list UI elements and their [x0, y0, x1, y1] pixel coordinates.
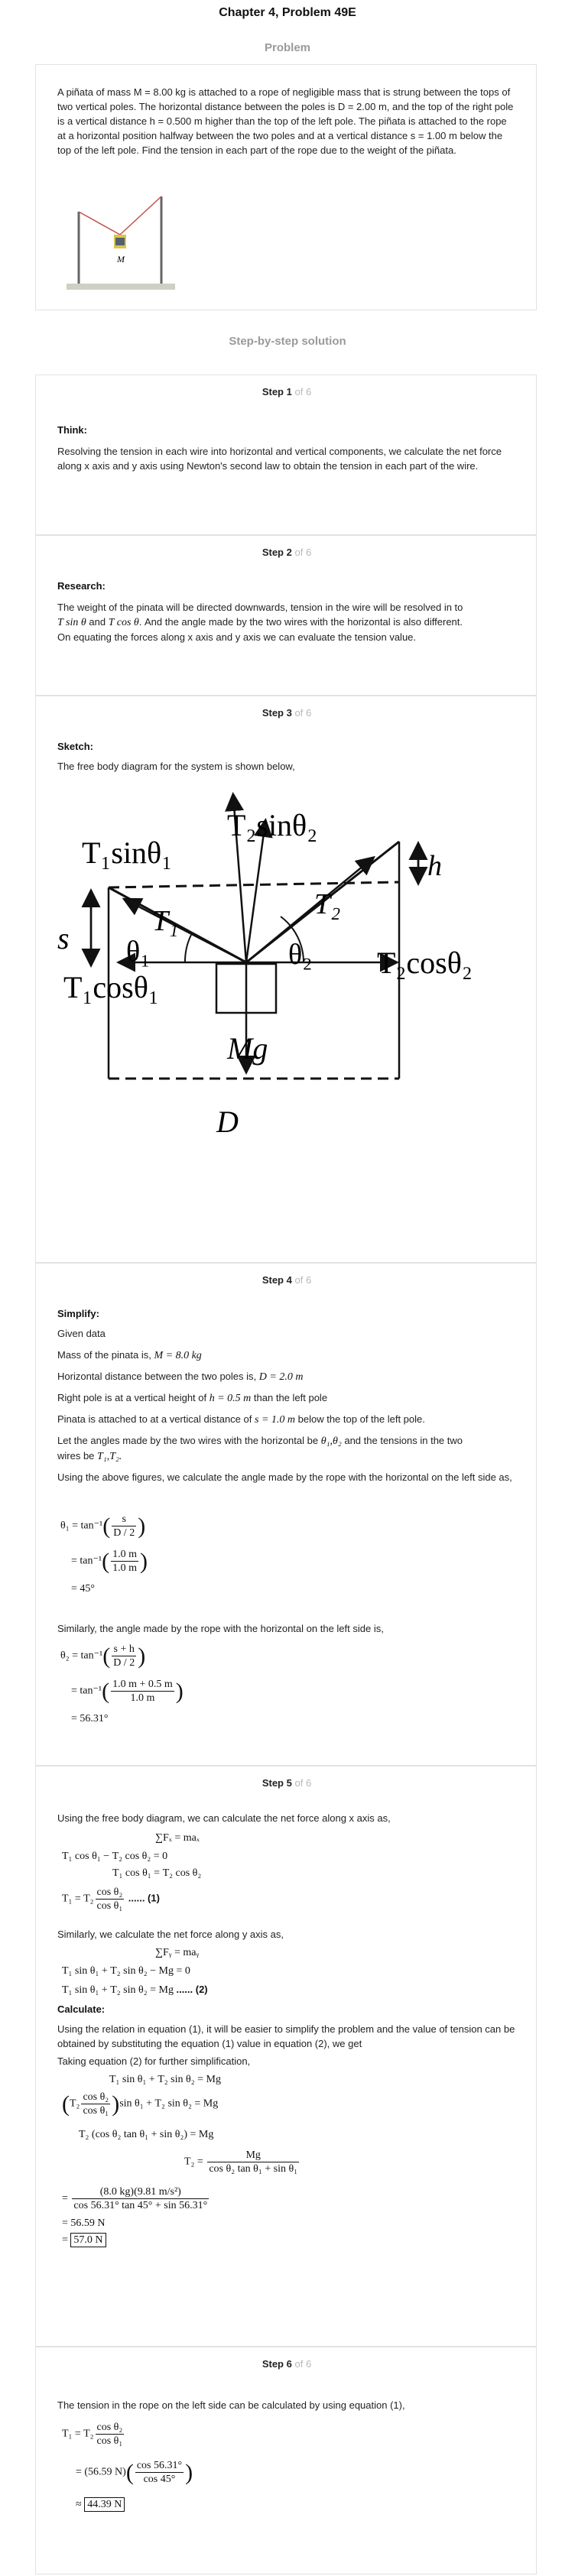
page-title: Chapter 4, Problem 49E	[219, 6, 356, 19]
step-6-intro: The tension in the rope on the left side can be calculated by using equation (1),	[57, 2399, 405, 2411]
step-1-label: Think:	[57, 424, 87, 436]
problem-heading: Problem	[264, 41, 310, 54]
step-4-similarly: Similarly, the angle made by the rope with the horizontal on the left side is,	[57, 1623, 384, 1634]
step-4-card	[35, 1263, 537, 1766]
step-5-card	[35, 1766, 537, 2347]
step-2-text: The weight of the pinata will be directed downwards, tension in the wire will be resolved in to T sin θ and T cos θ. And the angle made by the two wires with the horizontal is also different. On equating the forces along x axis and y axis we can evaluate the tension value.	[57, 602, 463, 643]
calc-eq-2: (T₂ $\frac{\text{cos θ₂}}{\text{cos θ₁}}$ )sin θ₁ + T₂ sin θ₂ = Mg	[62, 2091, 219, 2117]
fx-eq-2: T₁ cos θ₁ = T₂ cos θ₂	[112, 1867, 202, 1879]
calc-eq-1: T₁ sin θ₁ + T₂ sin θ₂ = Mg	[109, 2074, 221, 2085]
calc-eq-3: T₂ (cos θ₂ tan θ₁ + sin θ₂) = Mg	[79, 2129, 214, 2140]
step-6-card	[35, 2347, 537, 2574]
pinata-figure	[63, 189, 178, 296]
calc-eq-4: T₂ = $\frac{Mg}{\text{cos θ₂ tan θ₁ + sin θ₁}}$	[184, 2149, 298, 2175]
step-1-text: Resolving the tension in each wire into horizontal and vertical components, we calculate the net force along x axis and y axis using Newton's second law to obtain the tension in each part of the wire.	[57, 446, 502, 472]
eq-1: T₁ = T₂ $\frac{\text{cos θ₂}}{\text{cos θ₁}}$ ...... (1)	[62, 1887, 160, 1912]
tension-t1-result: ≈ 44.39 N	[76, 2499, 125, 2511]
problem-card	[35, 64, 537, 310]
step-5-header: Step 5 of 6	[262, 1777, 312, 1789]
fbd-theta2-label: θ₂	[288, 939, 313, 971]
step-5-similarly: Similarly, we calculate the net force along y axis as,	[57, 1929, 284, 1940]
step-6-header: Step 6 of 6	[262, 2358, 312, 2370]
step-4-header: Step 4 of 6	[262, 1274, 312, 1286]
theta2-equations: θ₂ = tan⁻¹( $\frac{s + h}{D / 2}$ ) = tan⁻¹( $\frac{1.0 m + 0.5 m}{1.0 m}$ ) = 56.31°	[60, 1643, 184, 1724]
step-3-header: Step 3 of 6	[262, 707, 312, 719]
step-2-card	[35, 535, 537, 696]
step-5-intro: Using the free body diagram, we can calculate the net force along x axis as,	[57, 1812, 391, 1824]
eq-2: T₁ sin θ₁ + T₂ sin θ₂ = Mg ...... (2)	[62, 1984, 208, 1996]
fbd-theta1-label: θ₁	[126, 936, 151, 968]
t2-sin-vector	[246, 822, 265, 962]
fy-eq: ∑Fᵧ = maᵧ	[155, 1947, 200, 1958]
step-4-label: Simplify:	[57, 1308, 99, 1319]
fx-eq: ∑Fₓ = maₓ	[155, 1832, 200, 1844]
calculate-text: Using the relation in equation (1), it will be easier to simplify the problem and the value of tension can be obtained by substituting the equation (1) value in equation (2), we get	[57, 2023, 515, 2049]
calculate-label: Calculate:	[57, 2003, 106, 2015]
step-3-card	[35, 696, 537, 1263]
fbd-h-label: h	[427, 850, 442, 882]
calc-eq-6: = 56.59 N	[62, 2218, 106, 2229]
problem-text: A piñata of mass M = 8.00 kg is attached to a rope of negligible mass that is strung between the tops of two vertical poles. The horizontal distance between the poles is D = 2.00 m, and the top of the right pole is a vertical distance h = 0.500 m higher than the top of the left pole. The piñata is attached to the rope at a horizontal position halfway between the two poles and at a vertical distance s = 1.00 m below the top of the left pole. Find the tension in each part of the rope due to the weight of the piñata.	[57, 86, 514, 156]
step-1-header: Step 1 of 6	[262, 386, 312, 397]
step-1-card	[35, 375, 537, 535]
fbd-t2cos-label: T₂cosθ₂	[377, 946, 473, 980]
pinata-mass-label: M	[117, 254, 125, 264]
taking-text: Taking equation (2) for further simplification,	[57, 2055, 251, 2067]
fbd-t1cos-label: T₁cosθ₁	[63, 970, 159, 1004]
fbd-t1-label: T₁	[152, 905, 179, 937]
fbd-t2-label: T₂	[314, 888, 341, 920]
fbd-s-label: s	[57, 921, 70, 955]
calc-eq-5: = $\frac{\text{(8.0 kg)(9.81 m/s²)}}{\cos 56.31^\circ \tan 45^\circ + \sin 56.31^\circ}$	[62, 2186, 208, 2211]
fbd-t1sin-label: T₁sinθ₁	[82, 835, 173, 870]
fy-eq-1: T₁ sin θ₁ + T₂ sin θ₂ − Mg = 0	[62, 1965, 190, 1977]
step-3-label: Sketch:	[57, 741, 93, 752]
fbd-t2sin-label: T₂sinθ₂	[227, 808, 318, 842]
solution-heading: Step-by-step solution	[229, 335, 346, 348]
step-3-text: The free body diagram for the system is shown below,	[57, 761, 295, 772]
step-4-given: Given data Mass of the pinata is, M = 8.0 kg Horizontal distance between the two poles is, D = 2.0 m Right pole is at a vertical height of h = 0.5 m than the left pole Pinata is attached to at a vertical distance of s = 1.0 m below the top of the left pole. Let the angles made by the two wires with the horizontal be θ₁,θ₂ and the tensions in the two wires be T₁,T₂. Using the above figures, we calculate the angle made by the rope with the horizontal on the left side as,	[57, 1328, 512, 1483]
step-2-header: Step 2 of 6	[262, 547, 312, 558]
theta1-equations: θ₁ = tan⁻¹( $\frac{s}{D / 2}$ ) = tan⁻¹( $\frac{1.0 m}{1.0 m}$ ) = 45°	[60, 1513, 148, 1595]
step6-eq-2: = (56.59 N)( $\frac{\cos 56.31^\circ}{\cos 45^\circ}$ )	[76, 2459, 193, 2485]
tension-t2-result: = 57.0 N	[62, 2234, 106, 2247]
step-2-label: Research:	[57, 580, 106, 592]
step6-eq-1: T₁ = T₂ $\frac{\text{cos θ₂}}{\text{cos θ₁}}$	[62, 2422, 123, 2447]
free-body-diagram	[36, 773, 538, 1262]
fbd-d-label: D	[216, 1105, 239, 1139]
fx-eq-1: T₁ cos θ₁ − T₂ cos θ₂ = 0	[62, 1851, 168, 1862]
fbd-mg-label: Mg	[227, 1031, 268, 1066]
